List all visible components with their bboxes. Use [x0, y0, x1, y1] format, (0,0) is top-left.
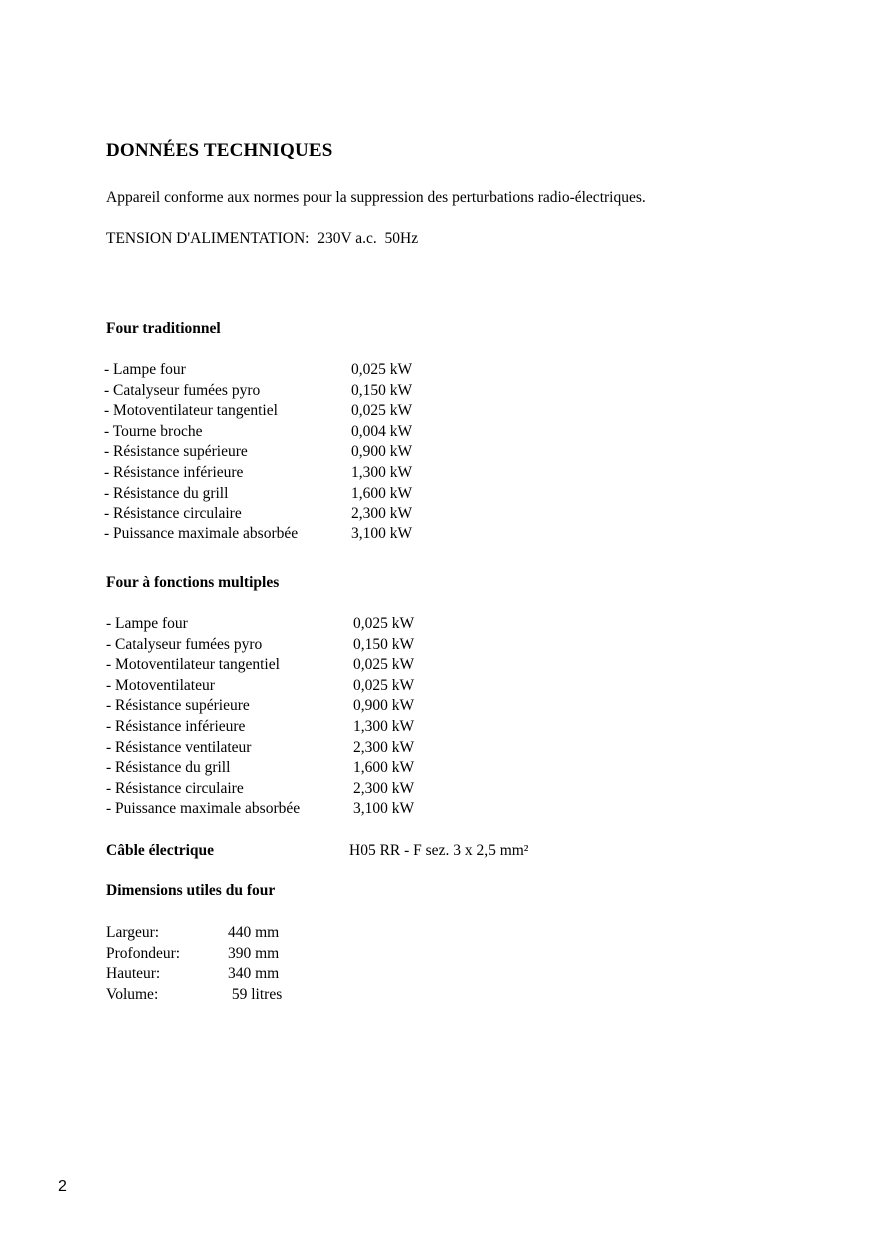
- spec-value: 0,150 kW: [351, 381, 413, 399]
- four-traditionnel-heading: Four traditionnel: [106, 320, 221, 337]
- cable-value: H05 RR - F sez. 3 x 2,5 mm²: [349, 842, 529, 859]
- four-fonctions-multiples-heading: Four à fonctions multiples: [106, 574, 280, 591]
- spec-value: 1,300 kW: [353, 717, 415, 735]
- dimension-value: 340 mm: [228, 965, 280, 982]
- dimension-value: 390 mm: [228, 944, 280, 962]
- spec-value: 1,600 kW: [351, 484, 413, 502]
- spec-label: - Résistance du grill: [104, 484, 229, 502]
- spec-label: - Résistance circulaire: [104, 505, 242, 523]
- spec-label: - Puissance maximale absorbée: [104, 524, 299, 542]
- dimension-label: Largeur:: [106, 924, 160, 941]
- spec-value: 1,600 kW: [353, 759, 415, 777]
- dimension-value: 440 mm: [228, 924, 280, 941]
- spec-value: 2,300 kW: [353, 779, 415, 797]
- cable-label: Câble électrique: [106, 842, 215, 859]
- page-title: DONNÉES TECHNIQUES: [106, 140, 333, 161]
- spec-value: 1,300 kW: [351, 463, 413, 481]
- spec-label: - Résistance inférieure: [104, 463, 244, 481]
- spec-label: - Résistance supérieure: [104, 443, 248, 461]
- dimension-row: [106, 964, 406, 985]
- dimension-value: 59 litres: [228, 985, 283, 1003]
- spec-label: - Motoventilateur: [106, 676, 215, 694]
- spec-value: 0,025 kW: [351, 402, 413, 420]
- spec-label: - Lampe four: [104, 361, 186, 378]
- spec-value: 2,300 kW: [351, 505, 413, 523]
- spec-label: - Résistance inférieure: [106, 717, 246, 735]
- spec-value: 0,025 kW: [351, 361, 413, 378]
- spec-value: 3,100 kW: [353, 800, 415, 818]
- spec-label: - Tourne broche: [104, 422, 203, 440]
- dimension-label: Hauteur:: [106, 965, 161, 982]
- dimension-row: [106, 985, 406, 1006]
- voltage-line: TENSION D'ALIMENTATION: 230V a.c. 50Hz: [106, 230, 419, 247]
- spec-value: 0,150 kW: [353, 635, 415, 653]
- spec-value: 0,025 kW: [353, 656, 415, 674]
- spec-value: 0,004 kW: [351, 422, 413, 440]
- spec-label: - Résistance du grill: [106, 759, 231, 777]
- spec-label: - Puissance maximale absorbée: [106, 800, 301, 818]
- spec-label: - Catalyseur fumées pyro: [104, 381, 261, 399]
- spec-value: 0,900 kW: [351, 443, 413, 461]
- dimension-label: Profondeur:: [106, 944, 181, 962]
- spec-value: 0,025 kW: [353, 676, 415, 694]
- dimensions-list: [106, 923, 406, 1005]
- intro-paragraph: Appareil conforme aux normes pour la suppression des perturbations radio-électriques.: [106, 189, 646, 206]
- spec-label: - Motoventilateur tangentiel: [106, 656, 280, 674]
- spec-label: - Résistance circulaire: [106, 779, 244, 797]
- dimension-label: Volume:: [106, 985, 159, 1003]
- spec-value: 0,900 kW: [353, 697, 415, 715]
- spec-label: - Motoventilateur tangentiel: [104, 402, 278, 420]
- spec-value: 3,100 kW: [351, 524, 413, 542]
- page-number: 2: [58, 1178, 67, 1195]
- spec-label: - Résistance ventilateur: [106, 738, 252, 756]
- spec-value: 2,300 kW: [353, 738, 415, 756]
- spec-label: - Résistance supérieure: [106, 697, 250, 715]
- spec-value: 0,025 kW: [353, 615, 415, 632]
- spec-label: - Catalyseur fumées pyro: [106, 635, 263, 653]
- dimension-row: [106, 923, 406, 944]
- dimensions-heading: Dimensions utiles du four: [106, 882, 276, 899]
- spec-label: - Lampe four: [106, 615, 188, 632]
- dimension-row: [106, 944, 406, 965]
